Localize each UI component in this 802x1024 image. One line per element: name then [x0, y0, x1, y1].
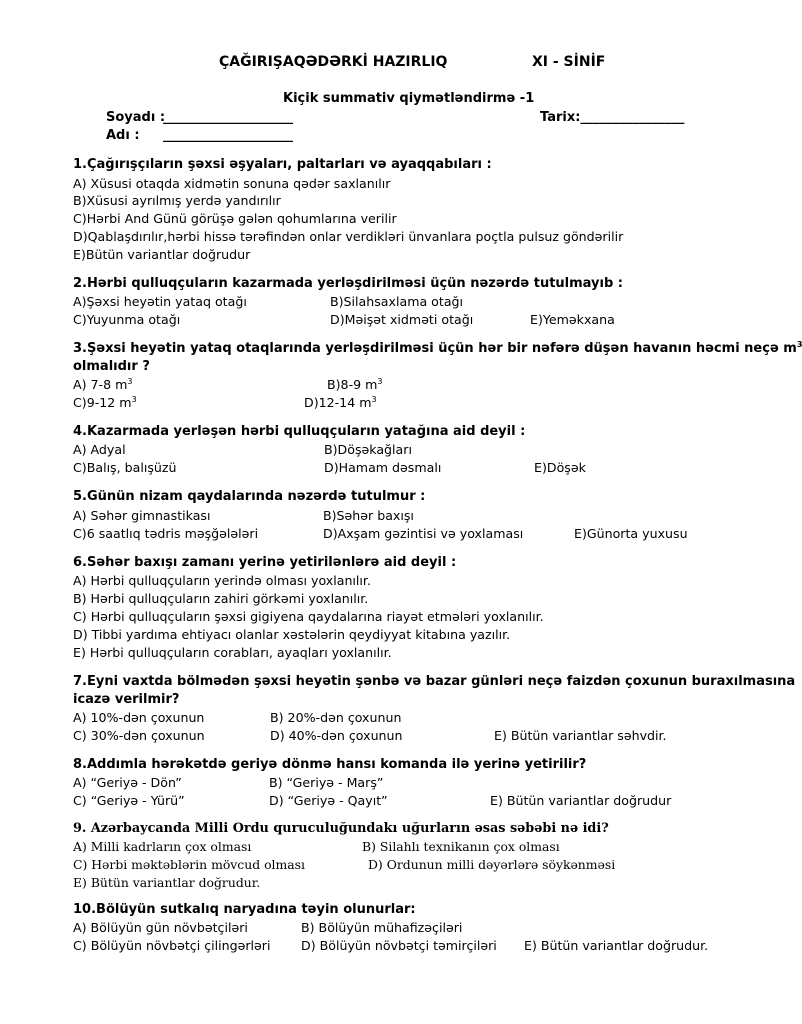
q6-option-d: D) Tibbi yardıma ehtiyacı olanlar xəstələrin qeydiyyat kitabına yazılır. [73, 627, 511, 642]
q1-option-d: D)Qablaşdırılır,hərbi hissə tərəfindən onlar verdikləri ünvanlara poçtla pulsuz göndərilir [73, 229, 624, 244]
name-label: Adı : [106, 128, 140, 143]
q7-option-d: D) 40%-dən çoxunun [270, 728, 403, 743]
grade-label: XI - SİNİF [532, 54, 606, 70]
q4-option-e: E)Döşək [534, 460, 586, 475]
q1-option-b: B)Xüsusi ayrılmış yerdə yandırılır [73, 193, 281, 208]
q5-option-d: D)Axşam gəzintisi və yoxlaması [323, 526, 524, 541]
q2-option-c: C)Yuyunma otağı [73, 312, 181, 327]
question-7: 7.Eyni vaxtda bölmədən şəxsi heyətin şənbə və bazar günləri neçə faizdən çoxunun buraxılmasına [73, 674, 796, 689]
q8-option-b: B) “Geriyə - Marş” [269, 775, 384, 790]
surname-blank: ____________________ [163, 110, 293, 125]
q1-option-e: E)Bütün variantlar doğrudur [73, 247, 251, 262]
q3-text: 3.Şəxsi heyətin yataq otaqlarında yerləşdirilməsi üçün hər bir nəfərə düşən havanın həcmi neçə m [73, 341, 797, 356]
q5-option-e: E)Günorta yuxusu [574, 526, 688, 541]
q3-option-a: A) 7-8 $m^3$ [73, 377, 133, 392]
name-blank: ____________________ [163, 128, 293, 143]
question-5: 5.Günün nizam qaydalarında nəzərdə tutulmur : [73, 489, 426, 504]
q10-option-b: B) Bölüyün mühafizəçiləri [301, 920, 463, 935]
document-subtitle: Kiçik summativ qiymətləndirmə -1 [283, 91, 535, 106]
q8-option-e: E) Bütün variantlar doğrudur [490, 793, 672, 808]
q8-option-c: C) “Geriyə - Yürü” [73, 793, 185, 808]
q4-option-a: A) Adyal [73, 442, 126, 457]
q2-option-d: D)Məişət xidməti otağı [330, 312, 474, 327]
q1-option-c: C)Hərbi And Günü görüşə gələn qohumlarına verilir [73, 211, 397, 226]
q7-option-c: C) 30%-dən çoxunun [73, 728, 205, 743]
q8-option-a: A) “Geriyə - Dön” [73, 775, 182, 790]
question-3-line-2: olmalıdır ? [73, 359, 150, 374]
q5-option-a: A) Səhər gimnastikası [73, 508, 211, 523]
q4-option-b: B)Döşəkağları [324, 442, 412, 457]
question-4: 4.Kazarmada yerləşən hərbi qulluqçuların yatağına aid deyil : [73, 424, 526, 439]
q2-option-a: A)Şəxsi heyətin yataq otağı [73, 294, 247, 309]
q9-option-b: B) Silahlı texnikanın çox olması [362, 839, 560, 854]
document-title: ÇAĞIRIŞAQƏDƏRKİ HAZIRLIQ [219, 54, 448, 70]
q7-option-e: E) Bütün variantlar səhvdir. [494, 728, 667, 743]
q3-option-b: B)8-9 $m^3$ [327, 377, 383, 392]
question-9: 9. Azərbaycanda Milli Ordu quruculuğundakı uğurların əsas səbəbi nə idi? [73, 821, 609, 836]
question-6: 6.Səhər baxışı zamanı yerinə yetirilənlərə aid deyil : [73, 555, 457, 570]
q3-option-c: C)9-12 $m^3$ [73, 395, 137, 410]
q2-option-b: B)Silahsaxlama otağı [330, 294, 464, 309]
q9-option-d: D) Ordunun milli dəyərlərə söykənməsi [368, 857, 616, 872]
q9-option-a: A) Milli kadrların çox olması [73, 839, 252, 854]
question-1: 1.Çağırışçıların şəxsi əşyaları, paltarları və ayaqqabıları : [73, 157, 492, 172]
q10-option-a: A) Bölüyün gün növbətçiləri [73, 920, 248, 935]
question-10: 10.Bölüyün sutkalıq naryadına təyin olunurlar: [73, 902, 416, 917]
q2-option-e: E)Yeməkxana [530, 312, 615, 327]
q4-option-d: D)Hamam dəsmalı [324, 460, 442, 475]
surname-label: Soyadı : [106, 110, 166, 125]
q5-option-b: B)Səhər baxışı [323, 508, 414, 523]
question-3 [73, 340, 802, 357]
q6-option-b: B) Hərbi qulluqçuların zahiri görkəmi yoxlanılır. [73, 591, 369, 606]
q7-option-b: B) 20%-dən çoxunun [270, 710, 402, 725]
q5-option-c: C)6 saatlıq tədris məşğələləri [73, 526, 259, 541]
q6-option-a: A) Hərbi qulluqçuların yerində olması yoxlanılır. [73, 573, 371, 588]
date-label: Tarix:________________ [540, 110, 685, 125]
q6-option-e: E) Hərbi qulluqçuların corabları, ayaqları yoxlanılır. [73, 645, 392, 660]
q7-option-a: A) 10%-dən çoxunun [73, 710, 205, 725]
q9-option-e: E) Bütün variantlar doğrudur. [73, 875, 261, 890]
q10-option-c: C) Bölüyün növbətçi çilingərləri [73, 938, 271, 953]
q1-option-a: A) Xüsusi otaqda xidmətin sonuna qədər saxlanılır [73, 176, 391, 191]
q10-option-e: E) Bütün variantlar doğrudur. [524, 938, 709, 953]
q8-option-d: D) “Geriyə - Qayıt” [269, 793, 388, 808]
q9-option-c: C) Hərbi məktəblərin mövcud olması [73, 857, 305, 872]
question-2: 2.Hərbi qulluqçuların kazarmada yerləşdirilməsi üçün nəzərdə tutulmayıb : [73, 276, 624, 291]
q6-option-c: C) Hərbi qulluqçuların şəxsi gigiyena qaydalarına riayət etmələri yoxlanılır. [73, 609, 544, 624]
question-8: 8.Addımla hərəkətdə geriyə dönmə hansı komanda ilə yerinə yetirilir? [73, 757, 587, 772]
q4-option-c: C)Balış, balışüzü [73, 460, 177, 475]
q10-option-d: D) Bölüyün növbətçi təmirçiləri [301, 938, 497, 953]
question-7-line-2: icazə verilmir? [73, 692, 180, 707]
q3-option-d: D)12-14 $m^3$ [304, 395, 377, 410]
q3-unit-exponent: 3 [796, 340, 802, 349]
